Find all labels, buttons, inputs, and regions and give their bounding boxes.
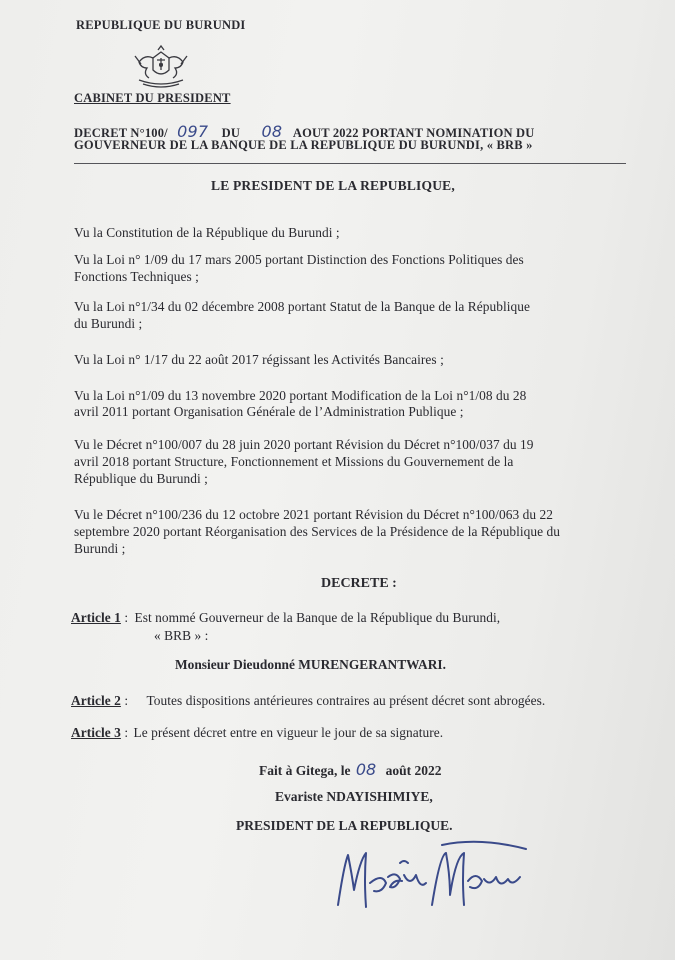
consideration-line: avril 2018 portant Structure, Fonctionnement et Missions du Gouvernement de la [74,454,514,469]
title-divider [74,163,626,164]
decree-day-handwritten: 08 [261,122,283,141]
cabinet-header: CABINET DU PRESIDENT [74,91,231,105]
decree-du: DU [221,126,241,140]
consideration-line: Vu le Décret n°100/007 du 28 juin 2020 portant Révision du Décret n°100/037 du 19 [74,437,534,452]
article-3-sep: : [124,725,129,740]
article-3-text: Le présent décret entre en vigueur le jour de sa signature. [133,725,444,740]
decree-title-rest: AOUT 2022 PORTANT NOMINATION DU [292,126,535,140]
decrete-heading: DECRETE : [321,576,397,591]
decree-number-handwritten: 097 [177,122,209,141]
consideration-line: Vu la Loi n° 1/09 du 17 mars 2005 portant Distinction des Fonctions Politiques des [74,252,524,267]
signer-name: Evariste NDAYISHIMIYE, [275,789,433,804]
closing-place-date [259,760,441,779]
article-2-text: Toutes dispositions antérieures contraires au présent décret sont abrogées. [146,693,546,708]
consideration-line: avril 2011 portant Organisation Générale de l’Administration Publique ; [74,404,464,419]
consideration-line: Vu le Décret n°100/236 du 12 octobre 2021 portant Révision du Décret n°100/063 du 22 [74,507,553,522]
article-1-sep: : [124,610,129,625]
article-2 [71,693,545,709]
consideration-line: Vu la Loi n°1/09 du 13 novembre 2020 portant Modification de la Loi n°1/08 du 28 [74,388,527,403]
republic-header: REPUBLIQUE DU BURUNDI [76,18,246,32]
article-1-text: Est nommé Gouverneur de la Banque de la République du Burundi, [134,610,501,625]
consideration-line: République du Burundi ; [74,471,208,486]
article-2-label: Article 2 [71,693,121,708]
consideration-line: du Burundi ; [74,316,143,331]
decree-prefix: DECRET N°100/ [74,126,168,140]
consideration-line: Vu la Loi n° 1/17 du 22 août 2017 régissant les Activités Bancaires ; [74,352,444,367]
closing-place: Fait à Gitega, le [259,763,351,778]
consideration-line: Vu la Loi n°1/34 du 02 décembre 2008 portant Statut de la Banque de la République [74,299,530,314]
article-1-text-cont: « BRB » : [154,628,209,643]
signer-title: PRESIDENT DE LA REPUBLIQUE. [236,818,453,833]
article-3 [71,725,443,741]
article-2-sep: : [124,693,129,708]
signature [330,835,530,925]
closing-month-year: août 2022 [385,763,442,778]
article-1-label: Article 1 [71,610,121,625]
coat-of-arms-icon [129,44,193,90]
decree-title-line2: GOUVERNEUR DE LA BANQUE DE LA REPUBLIQUE DU BURUNDI, « BRB » [74,138,533,152]
article-3-label: Article 3 [71,725,121,740]
closing-day-handwritten: 08 [355,760,377,779]
article-1 [71,610,500,626]
president-heading: LE PRESIDENT DE LA REPUBLIQUE, [211,178,455,193]
nominee-name: Monsieur Dieudonné MURENGERANTWARI. [175,657,446,672]
consideration-line: Burundi ; [74,541,126,556]
consideration-line: septembre 2020 portant Réorganisation des Services de la Présidence de la République du [74,524,561,539]
consideration-line: Vu la Constitution de la République du Burundi ; [74,225,340,240]
consideration-line: Fonctions Techniques ; [74,269,199,284]
